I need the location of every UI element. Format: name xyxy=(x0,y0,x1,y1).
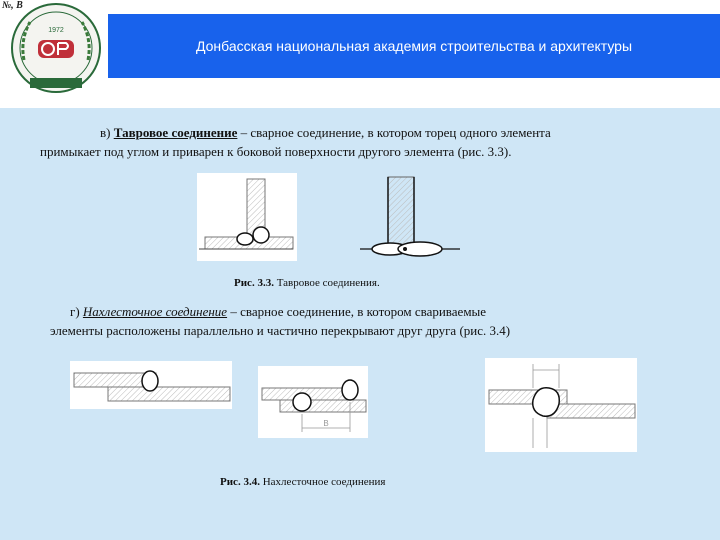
fig34-lap-joint-a xyxy=(70,361,232,409)
fig33-caption-num: Рис. 3.3. xyxy=(234,277,274,289)
header-bar xyxy=(108,14,720,78)
fig34-caption-num: Рис. 3.4. xyxy=(220,476,260,488)
section-g-prefix: г) xyxy=(70,304,83,319)
section-v-line1 xyxy=(100,123,551,142)
section-v-line2: примыкает под углом и приварен к боковой поверхности другого элемента (рис. 3.3). xyxy=(40,144,512,159)
fig33-caption-text: Тавровое соединения. xyxy=(273,277,380,289)
fig34-lap-joint-c xyxy=(485,358,637,452)
logo-year: 1972 xyxy=(48,27,64,34)
section-g-term: Нахлесточное соединение xyxy=(82,304,228,319)
section-v-prefix: в) xyxy=(100,125,114,140)
corner-label: №, В xyxy=(2,0,23,11)
fig34-lap-joint-b xyxy=(258,366,368,438)
fig33-tee-joint-right xyxy=(360,173,460,263)
section-v-line1-rest: – сварное соединение, в котором торец одного элемента xyxy=(237,125,551,140)
fig34-dim-b: B xyxy=(323,419,329,428)
section-v-term: Тавровое соединение xyxy=(113,125,238,140)
academy-logo xyxy=(0,0,108,100)
fig34-caption xyxy=(220,476,385,488)
header-title: Донбасская национальная академия строительства и архитектуры xyxy=(195,38,633,54)
fig33-tee-joint-left xyxy=(197,173,297,261)
section-g-line1 xyxy=(70,302,486,321)
fig33-caption xyxy=(234,277,380,289)
fig34-caption-text: Нахлесточное соединения xyxy=(259,476,386,488)
section-g-line1-rest: – сварное соединение, в котором свариваемые xyxy=(227,304,487,319)
section-g-line2: элементы расположены параллельно и частично перекрывают друг друга (рис. 3.4) xyxy=(50,323,511,338)
